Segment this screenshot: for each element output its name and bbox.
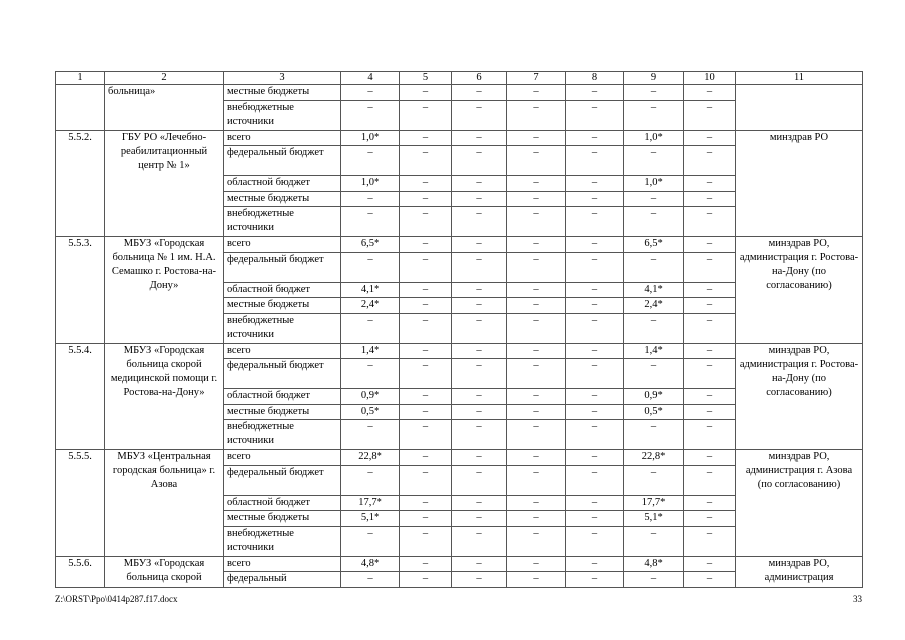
value-cell: – <box>684 313 736 343</box>
value-cell: – <box>400 85 452 101</box>
value-cell: – <box>624 313 684 343</box>
value-cell: – <box>452 100 507 130</box>
funding-source: областной бюджет <box>224 495 341 511</box>
value-cell: – <box>566 313 624 343</box>
value-cell: – <box>341 526 400 556</box>
value-cell: – <box>566 207 624 237</box>
column-header: 2 <box>105 72 224 85</box>
value-cell: – <box>624 191 684 207</box>
value-cell: 1,0* <box>341 176 400 192</box>
value-cell: – <box>452 282 507 298</box>
value-cell: – <box>400 465 452 495</box>
value-cell: – <box>684 343 736 359</box>
column-header: 8 <box>566 72 624 85</box>
value-cell: – <box>341 572 400 588</box>
value-cell: – <box>507 252 566 282</box>
table-row <box>56 130 863 146</box>
funding-source: местные бюджеты <box>224 404 341 420</box>
column-header: 9 <box>624 72 684 85</box>
value-cell: – <box>400 404 452 420</box>
value-cell: – <box>452 389 507 405</box>
value-cell: 5,1* <box>341 511 400 527</box>
value-cell: – <box>624 359 684 389</box>
institution-name: МБУЗ «Городская больница № 1 им. Н.А. Семашко г. Ростова-на-Дону» <box>105 237 224 344</box>
value-cell: – <box>400 359 452 389</box>
column-header: 10 <box>684 72 736 85</box>
funding-source: внебюджетные источники <box>224 207 341 237</box>
value-cell: – <box>684 389 736 405</box>
value-cell: – <box>507 465 566 495</box>
item-code: 5.5.3. <box>56 237 105 344</box>
item-code <box>56 85 105 131</box>
value-cell: – <box>400 389 452 405</box>
value-cell: 22,8* <box>624 450 684 466</box>
value-cell: – <box>624 85 684 101</box>
funding-source: областной бюджет <box>224 282 341 298</box>
value-cell: 0,9* <box>624 389 684 405</box>
column-header: 11 <box>736 72 863 85</box>
funding-source: федеральный бюджет <box>224 252 341 282</box>
value-cell: – <box>400 526 452 556</box>
value-cell: – <box>566 495 624 511</box>
funding-source: областной бюджет <box>224 176 341 192</box>
value-cell: – <box>400 282 452 298</box>
value-cell: – <box>400 130 452 146</box>
responsible-executor: минздрав РО, администрация <box>736 556 863 587</box>
value-cell: – <box>507 237 566 253</box>
value-cell: – <box>566 130 624 146</box>
value-cell: – <box>341 100 400 130</box>
value-cell: – <box>566 572 624 588</box>
funding-source: местные бюджеты <box>224 298 341 314</box>
value-cell: – <box>341 465 400 495</box>
value-cell: – <box>452 313 507 343</box>
value-cell: 1,0* <box>624 176 684 192</box>
value-cell: – <box>684 191 736 207</box>
value-cell: – <box>400 252 452 282</box>
value-cell: – <box>452 191 507 207</box>
value-cell: – <box>684 511 736 527</box>
value-cell: – <box>452 359 507 389</box>
value-cell: – <box>684 556 736 572</box>
value-cell: 4,8* <box>341 556 400 572</box>
value-cell: – <box>507 420 566 450</box>
value-cell: – <box>452 420 507 450</box>
value-cell: 17,7* <box>624 495 684 511</box>
value-cell: – <box>452 85 507 101</box>
value-cell: – <box>566 176 624 192</box>
funding-source: местные бюджеты <box>224 191 341 207</box>
funding-source: федеральный бюджет <box>224 146 341 176</box>
value-cell: – <box>566 359 624 389</box>
value-cell: – <box>684 85 736 101</box>
value-cell: – <box>684 298 736 314</box>
funding-source: областной бюджет <box>224 389 341 405</box>
value-cell: – <box>341 191 400 207</box>
value-cell: – <box>684 252 736 282</box>
item-code: 5.5.2. <box>56 130 105 237</box>
value-cell: – <box>452 237 507 253</box>
funding-source: всего <box>224 237 341 253</box>
value-cell: – <box>400 343 452 359</box>
value-cell: – <box>452 556 507 572</box>
value-cell: – <box>452 146 507 176</box>
responsible-executor: минздрав РО, администрация г. Ростова-на-Дону (по согласованию) <box>736 237 863 344</box>
value-cell: – <box>452 343 507 359</box>
value-cell: – <box>341 252 400 282</box>
value-cell: – <box>400 511 452 527</box>
header-row <box>56 72 863 85</box>
institution-name: МБУЗ «Городская больница скорой <box>105 556 224 587</box>
value-cell: – <box>684 526 736 556</box>
value-cell: – <box>400 237 452 253</box>
value-cell: – <box>507 146 566 176</box>
value-cell: – <box>684 237 736 253</box>
value-cell: 6,5* <box>341 237 400 253</box>
value-cell: – <box>684 282 736 298</box>
value-cell: 1,4* <box>624 343 684 359</box>
value-cell: – <box>507 85 566 101</box>
column-header: 7 <box>507 72 566 85</box>
value-cell: – <box>400 556 452 572</box>
table-row <box>56 343 863 359</box>
value-cell: – <box>566 404 624 420</box>
value-cell: – <box>400 298 452 314</box>
value-cell: – <box>624 146 684 176</box>
value-cell: 2,4* <box>341 298 400 314</box>
value-cell: – <box>684 100 736 130</box>
value-cell: – <box>684 450 736 466</box>
value-cell: – <box>507 176 566 192</box>
value-cell: – <box>566 389 624 405</box>
value-cell: – <box>684 572 736 588</box>
value-cell: 1,0* <box>624 130 684 146</box>
value-cell: 1,0* <box>341 130 400 146</box>
table-row <box>56 237 863 253</box>
value-cell: – <box>566 100 624 130</box>
value-cell: – <box>341 313 400 343</box>
value-cell: – <box>507 343 566 359</box>
value-cell: – <box>684 146 736 176</box>
value-cell: 1,4* <box>341 343 400 359</box>
table-row <box>56 450 863 466</box>
value-cell: – <box>507 191 566 207</box>
value-cell: – <box>452 526 507 556</box>
value-cell: – <box>566 526 624 556</box>
value-cell: 22,8* <box>341 450 400 466</box>
value-cell: – <box>507 130 566 146</box>
value-cell: – <box>400 176 452 192</box>
column-header: 6 <box>452 72 507 85</box>
value-cell: – <box>684 404 736 420</box>
value-cell: – <box>452 465 507 495</box>
value-cell: – <box>566 465 624 495</box>
value-cell: – <box>624 572 684 588</box>
value-cell: – <box>566 343 624 359</box>
item-code: 5.5.4. <box>56 343 105 450</box>
value-cell: – <box>452 450 507 466</box>
value-cell: 0,9* <box>341 389 400 405</box>
funding-source: всего <box>224 343 341 359</box>
value-cell: – <box>624 465 684 495</box>
value-cell: 0,5* <box>624 404 684 420</box>
column-header: 5 <box>400 72 452 85</box>
value-cell: – <box>452 298 507 314</box>
page-number: 33 <box>853 594 862 604</box>
value-cell: – <box>341 207 400 237</box>
value-cell: – <box>507 556 566 572</box>
institution-name: больница» <box>105 85 224 131</box>
value-cell: – <box>507 404 566 420</box>
value-cell: – <box>452 130 507 146</box>
institution-name: МБУЗ «Центральная городская больница» г. Азова <box>105 450 224 557</box>
value-cell: – <box>624 252 684 282</box>
value-cell: – <box>566 282 624 298</box>
funding-source: федеральный бюджет <box>224 465 341 495</box>
value-cell: – <box>452 572 507 588</box>
value-cell: – <box>507 389 566 405</box>
value-cell: 4,1* <box>341 282 400 298</box>
value-cell: – <box>566 450 624 466</box>
value-cell: – <box>507 572 566 588</box>
value-cell: – <box>566 252 624 282</box>
value-cell: – <box>624 207 684 237</box>
value-cell: – <box>341 85 400 101</box>
column-header: 3 <box>224 72 341 85</box>
value-cell: – <box>684 207 736 237</box>
value-cell: 2,4* <box>624 298 684 314</box>
value-cell: – <box>400 495 452 511</box>
value-cell: – <box>624 526 684 556</box>
table-row <box>56 85 863 101</box>
funding-source: всего <box>224 556 341 572</box>
value-cell: – <box>566 191 624 207</box>
funding-source: местные бюджеты <box>224 511 341 527</box>
value-cell: – <box>341 359 400 389</box>
program-table <box>55 71 863 588</box>
value-cell: – <box>507 298 566 314</box>
file-path: Z:\ORST\Ppo\0414p287.f17.docx <box>55 594 178 604</box>
value-cell: – <box>566 298 624 314</box>
funding-source: местные бюджеты <box>224 85 341 101</box>
value-cell: 4,1* <box>624 282 684 298</box>
funding-source: внебюджетные источники <box>224 313 341 343</box>
institution-name: ГБУ РО «Лечебно-реабилитационный центр № 1» <box>105 130 224 237</box>
value-cell: – <box>684 495 736 511</box>
item-code: 5.5.5. <box>56 450 105 557</box>
value-cell: – <box>507 313 566 343</box>
value-cell: – <box>566 420 624 450</box>
funding-source: федеральный бюджет <box>224 359 341 389</box>
value-cell: – <box>507 359 566 389</box>
value-cell: – <box>400 100 452 130</box>
value-cell: – <box>507 511 566 527</box>
value-cell: 17,7* <box>341 495 400 511</box>
responsible-executor: минздрав РО, администрация г. Азова (по согласованию) <box>736 450 863 557</box>
value-cell: – <box>400 146 452 176</box>
responsible-executor: минздрав РО, администрация г. Ростова-на-Дону (по согласованию) <box>736 343 863 450</box>
column-header: 1 <box>56 72 105 85</box>
value-cell: – <box>624 100 684 130</box>
funding-source: всего <box>224 450 341 466</box>
value-cell: – <box>341 420 400 450</box>
value-cell: – <box>507 207 566 237</box>
table-row <box>56 556 863 572</box>
value-cell: – <box>452 207 507 237</box>
value-cell: – <box>684 359 736 389</box>
value-cell: – <box>400 572 452 588</box>
value-cell: – <box>400 420 452 450</box>
value-cell: – <box>684 420 736 450</box>
value-cell: 4,8* <box>624 556 684 572</box>
value-cell: – <box>566 556 624 572</box>
funding-source: федеральный <box>224 572 341 588</box>
value-cell: – <box>507 526 566 556</box>
funding-source: внебюджетные источники <box>224 420 341 450</box>
responsible-executor <box>736 85 863 131</box>
value-cell: – <box>566 146 624 176</box>
value-cell: – <box>341 146 400 176</box>
value-cell: – <box>400 207 452 237</box>
value-cell: – <box>507 100 566 130</box>
value-cell: – <box>507 282 566 298</box>
value-cell: – <box>566 511 624 527</box>
column-header: 4 <box>341 72 400 85</box>
value-cell: – <box>400 450 452 466</box>
responsible-executor: минздрав РО <box>736 130 863 237</box>
value-cell: – <box>684 130 736 146</box>
funding-source: внебюджетные источники <box>224 100 341 130</box>
value-cell: – <box>452 176 507 192</box>
value-cell: 5,1* <box>624 511 684 527</box>
value-cell: – <box>507 495 566 511</box>
value-cell: – <box>452 511 507 527</box>
value-cell: – <box>452 404 507 420</box>
value-cell: 6,5* <box>624 237 684 253</box>
value-cell: – <box>566 85 624 101</box>
item-code: 5.5.6. <box>56 556 105 587</box>
value-cell: – <box>400 313 452 343</box>
funding-source: внебюджетные источники <box>224 526 341 556</box>
value-cell: – <box>684 465 736 495</box>
institution-name: МБУЗ «Городская больница скорой медицинской помощи г. Ростова-на-Дону» <box>105 343 224 450</box>
value-cell: – <box>566 237 624 253</box>
value-cell: – <box>684 176 736 192</box>
value-cell: – <box>507 450 566 466</box>
value-cell: – <box>400 191 452 207</box>
funding-source: всего <box>224 130 341 146</box>
value-cell: – <box>452 495 507 511</box>
value-cell: 0,5* <box>341 404 400 420</box>
value-cell: – <box>452 252 507 282</box>
value-cell: – <box>624 420 684 450</box>
